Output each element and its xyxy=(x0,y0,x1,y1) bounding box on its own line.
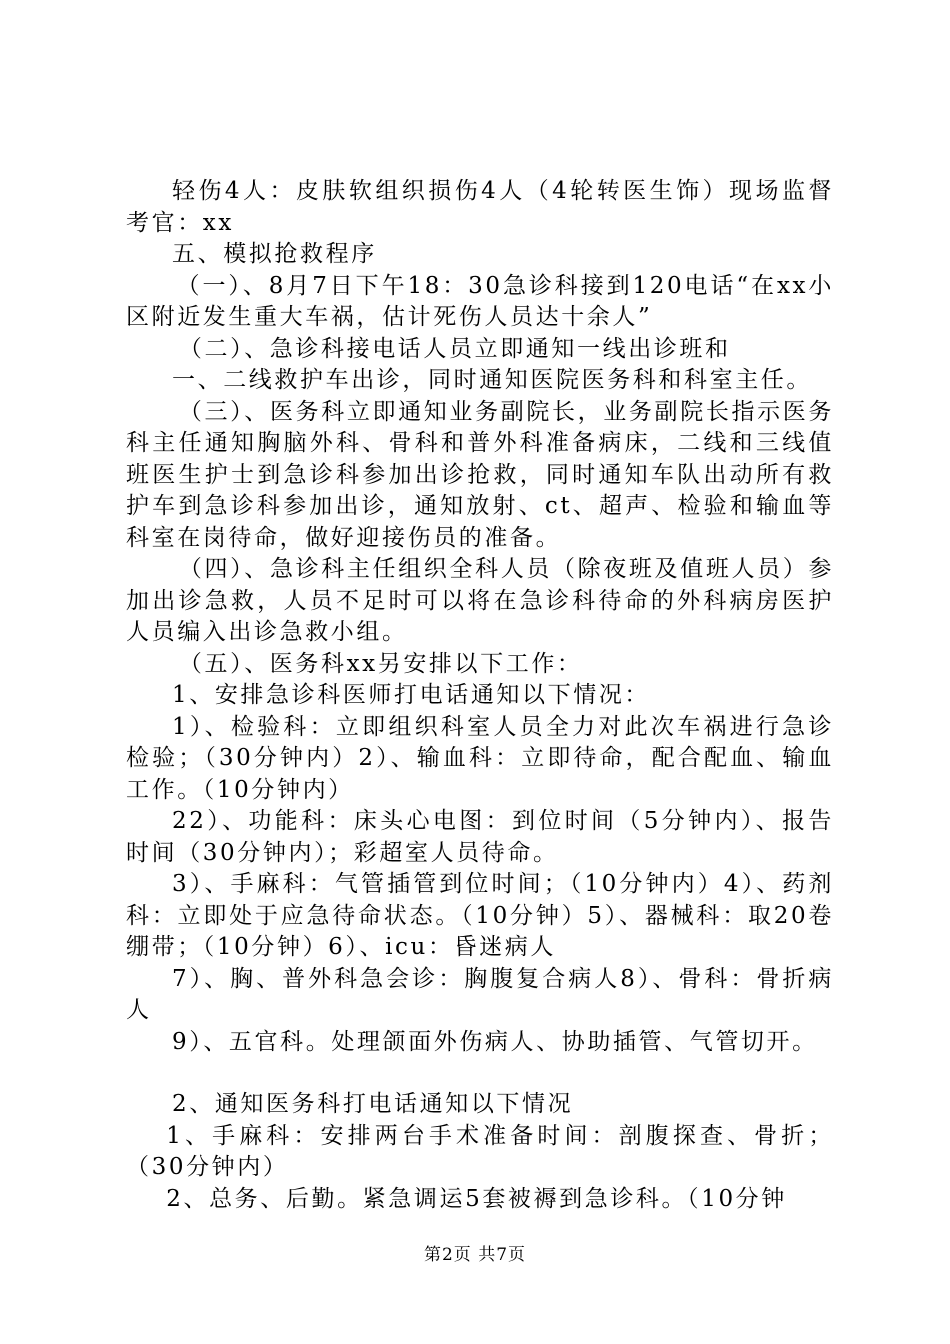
paragraph-ent: 9）、五官科。处理颌面外伤病人、协助插管、气管切开。 xyxy=(172,1028,818,1055)
paragraph-step-4: （四）、急诊科主任组织全科人员（除夜班及值班人员）参加出诊急救，人员不足时可以将在急诊科待命的外科病房医护人员编入出诊急救小组。 xyxy=(126,556,834,645)
paragraph-step-5: （五）、医务科xx另安排以下工作： xyxy=(178,650,583,677)
paragraph-lab-blood: 1）、检验科：立即组织科室人员全力对此次车祸进行急诊检验；（30分钟内）2）、输血科：立即待命，配合配血、输血工作。（10分钟内） xyxy=(126,713,834,803)
paragraph-function-dept: 22）、功能科：床头心电图：到位时间（5分钟内）、报告时间（30分钟内）；彩超室人员待命。 xyxy=(126,808,834,866)
paragraph-anesthesia-pharmacy: 3）、手麻科：气管插管到位时间；（10分钟内）4）、药剂科：立即处于应急待命状态。（10分钟）5）、器械科：取20卷绷带；（10分钟）6）、icu：昏迷病人 xyxy=(126,871,834,960)
paragraph-anesthesia-surgery: 1、手麻科：安排两台手术准备时间：剖腹探查、骨折；（30分钟内） xyxy=(126,1122,834,1180)
paragraph-step-2: （二）、急诊科接电话人员立即通知一线出诊班和 xyxy=(178,335,731,362)
paragraph-step-3: （三）、医务科立即通知业务副院长，业务副院长指示医务科主任通知胸脑外科、骨科和普外科准备病床，二线和三线值班医生护士到急诊科参加出诊抢救，同时通知车队出动所有救护车到急诊科参加出诊，通知放射、ct、超声、检验和输血等科室在岗待命，做好迎接伤员的准备。 xyxy=(126,398,834,551)
paragraph-step-1: （一）、8月7日下午18：30急诊科接到120电话“在xx小区附近发生重大车祸，估计死伤人员达十余人” xyxy=(126,272,834,330)
paragraph-notify-emergency: 1、安排急诊科医师打电话通知以下情况： xyxy=(172,682,651,708)
section-heading-rescue-procedure: 五、模拟抢救程序 xyxy=(172,241,377,267)
paragraph-notify-medical-affairs: 2、通知医务科打电话通知以下情况 xyxy=(172,1091,574,1117)
paragraph-minor-injuries: 轻伤4人：皮肤软组织损伤4人（4轮转医生饰）现场监督考官：xx xyxy=(126,178,834,236)
document-body xyxy=(126,176,834,1215)
page-footer: 第2页 共7页 xyxy=(423,1245,527,1265)
paragraph-surgery-orthopedics: 7）、胸、普外科急会诊：胸腹复合病人8）、骨科：骨折病人 xyxy=(126,965,834,1023)
paragraph-step-2-continued: 一、二线救护车出诊，同时通知医院医务科和科室主任。 xyxy=(172,367,812,393)
paragraph-logistics: 2、总务、后勤。紧急调运5套被褥到急诊科。（10分钟 xyxy=(166,1185,787,1212)
